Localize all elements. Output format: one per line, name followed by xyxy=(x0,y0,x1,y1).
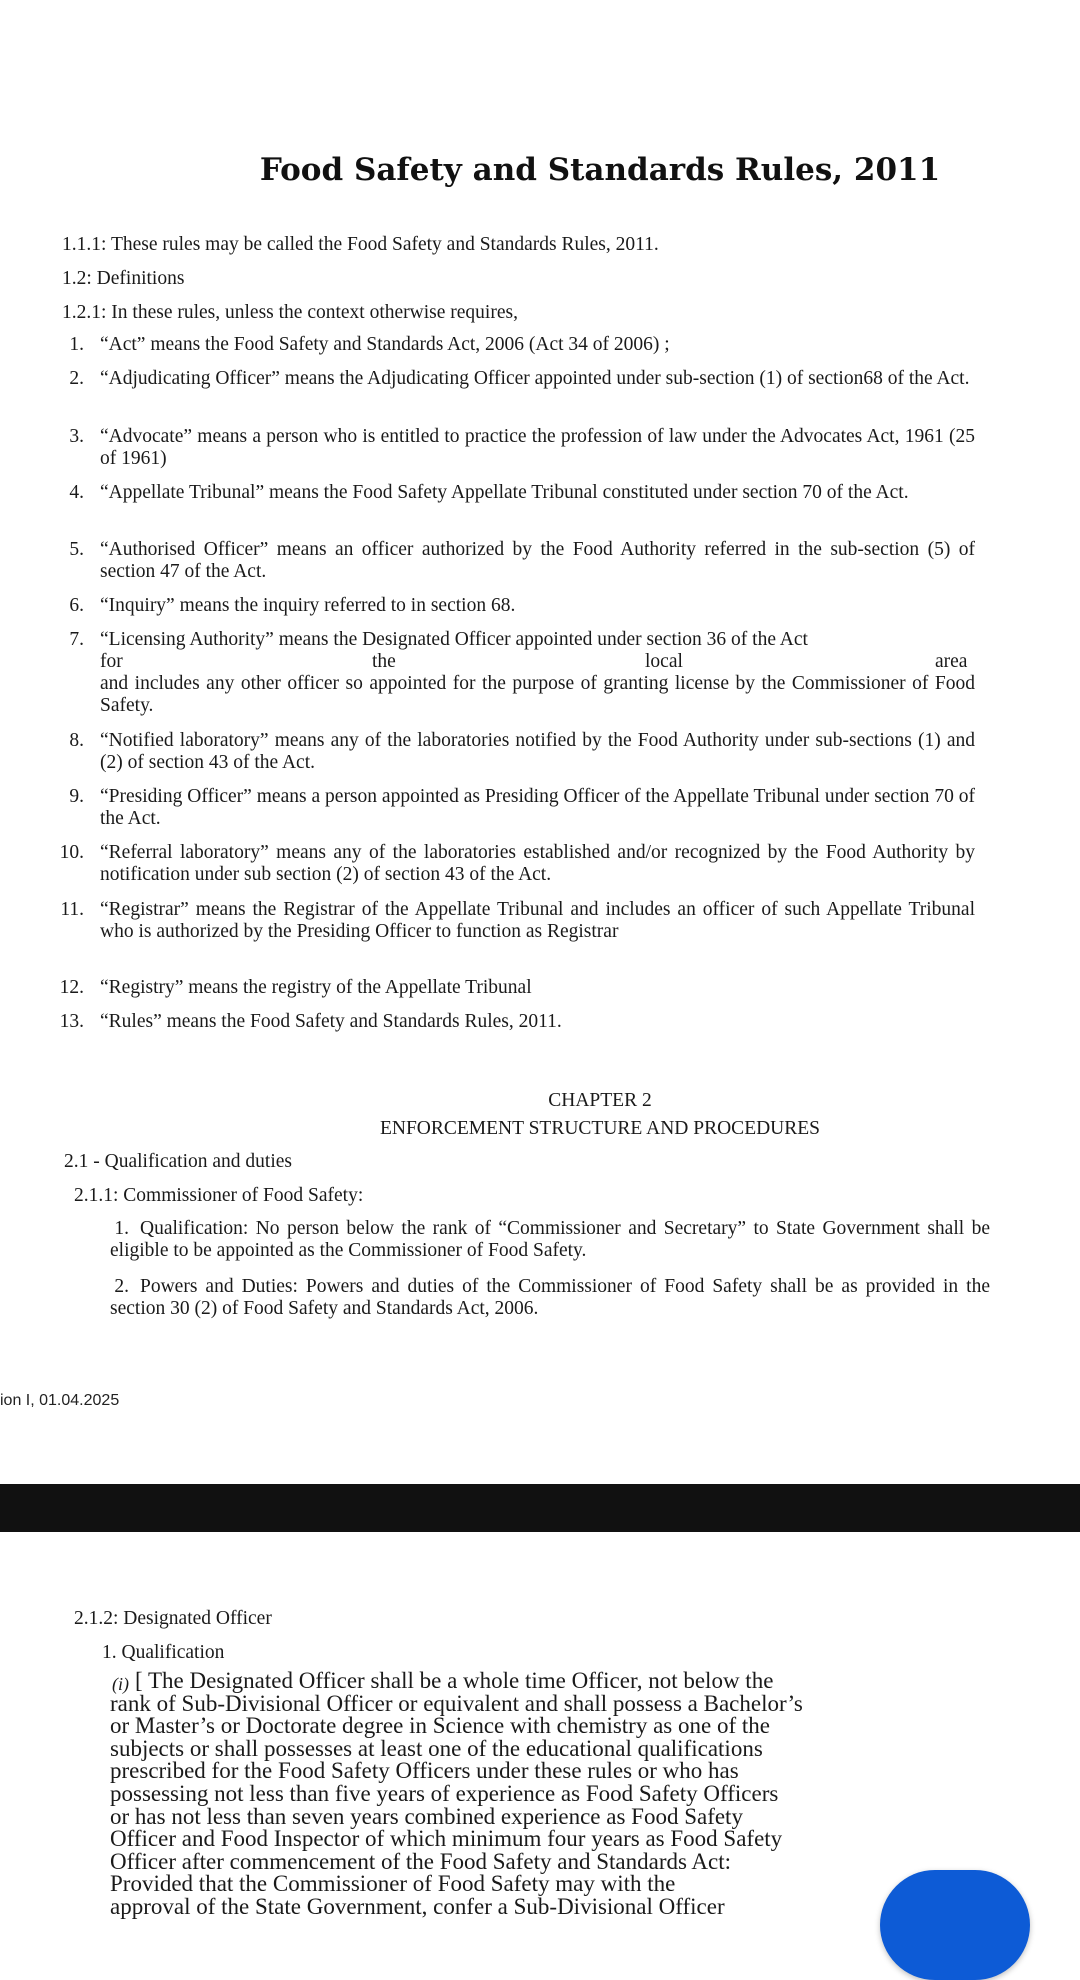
paragraph-line: or has not less than seven years combined experience as Food Safety xyxy=(110,1803,743,1829)
page-footer: ion I, 01.04.2025 xyxy=(0,1392,120,1409)
cfs-powers-duties: Powers and Duties: Powers and duties of the Commissioner of Food Safety shall be as provided in the section 30 (2) of Food Safety and Standards Act, 2006. xyxy=(110,1276,990,1319)
def-number: 3. xyxy=(69,426,84,447)
paragraph-line: Provided that the Commissioner of Food Safety may with the xyxy=(110,1871,676,1897)
paragraph-line: possessing not less than five years of experience as Food Safety Officers xyxy=(110,1781,779,1806)
definition-item: “Act” means the Food Safety and Standards Act, 2006 (Act 34 of 2006) ; xyxy=(100,334,670,355)
definition-item: “Inquiry” means the inquiry referred to in section 68. xyxy=(100,595,516,616)
definition-item: “Notified laboratory” means any of the laboratories notified by the Food Authority under sub-sections (1) and (2) of section 43 of the Act. xyxy=(100,730,975,773)
chapter-title: ENFORCEMENT STRUCTURE AND PROCEDURES xyxy=(379,1118,821,1139)
definition-item-continued: and includes any other officer so appointed for the purpose of granting license by the Commissioner of Food Safety. xyxy=(100,673,975,716)
definition-item: “Advocate” means a person who is entitled to practice the profession of law under the Advocates Act, 1961 (25 of 1961) xyxy=(100,426,975,469)
definition-item: “Registry” means the registry of the Appellate Tribunal xyxy=(100,977,532,998)
def-number: 12. xyxy=(59,977,84,998)
rule-1-2-1: 1.2.1: In these rules, unless the context otherwise requires, xyxy=(62,302,518,323)
clause-marker: (i) xyxy=(112,1674,129,1694)
definition-item: “Appellate Tribunal” means the Food Safety Appellate Tribunal constituted under section 70 of the Act. xyxy=(100,482,909,503)
floating-action-button[interactable] xyxy=(880,1870,1030,1980)
rule-2-1-1-heading: 2.1.1: Commissioner of Food Safety: xyxy=(74,1185,364,1206)
cfs-item-number: 2. xyxy=(114,1276,129,1297)
definition-word: the xyxy=(372,651,396,672)
paragraph-line: approval of the State Government, confer a Sub-Divisional Officer xyxy=(110,1894,725,1919)
page-divider xyxy=(0,1484,1080,1532)
chapter-number: CHAPTER 2 xyxy=(548,1090,652,1111)
cfs-qualification: Qualification: No person below the rank of “Commissioner and Secretary” to State Government shall be eligible to be appointed as the Commissioner of Food Safety. xyxy=(110,1218,990,1261)
document-page-2 xyxy=(0,1532,1080,1921)
def-number: 9. xyxy=(69,786,84,807)
definition-item: “Presiding Officer” means a person appointed as Presiding Officer of the Appellate Tribunal under section 70 of the Act. xyxy=(100,786,975,829)
definition-item: “Licensing Authority” means the Designated Officer appointed under section 36 of the Act xyxy=(100,629,808,650)
definition-item: “Registrar” means the Registrar of the Appellate Tribunal and includes an officer of such Appellate Tribunal who is authorized by the Presiding Officer to function as Registrar xyxy=(100,899,975,942)
definition-item: “Rules” means the Food Safety and Standards Rules, 2011. xyxy=(100,1011,562,1032)
qualification-heading: 1. Qualification xyxy=(102,1642,225,1663)
definition-item: “Authorised Officer” means an officer authorized by the Food Authority referred in the sub-section (5) of section 47 of the Act. xyxy=(100,539,975,582)
def-number: 1. xyxy=(69,334,84,355)
paragraph-line: [ The Designated Officer shall be a whole time Officer, not below the xyxy=(135,1668,774,1693)
paragraph-line: or Master’s or Doctorate degree in Science with chemistry as one of the xyxy=(110,1713,770,1739)
definition-item: “Adjudicating Officer” means the Adjudicating Officer appointed under sub-section (1) of section68 of the Act. xyxy=(100,368,970,389)
def-number: 2. xyxy=(69,368,84,389)
paragraph-line: Officer after commencement of the Food Safety and Standards Act: xyxy=(110,1848,732,1874)
cfs-item-number: 1. xyxy=(114,1218,129,1239)
rule-1-1-1: 1.1.1: These rules may be called the Food Safety and Standards Rules, 2011. xyxy=(62,234,659,255)
def-number: 6. xyxy=(69,595,84,616)
def-number: 4. xyxy=(69,482,84,503)
def-number: 7. xyxy=(69,629,84,650)
rule-1-2-heading: 1.2: Definitions xyxy=(62,268,185,289)
def-number: 5. xyxy=(69,539,84,560)
rule-2-1-2-heading: 2.1.2: Designated Officer xyxy=(74,1608,272,1629)
definition-item: “Referral laboratory” means any of the laboratories established and/or recognized by the Food Authority by notification under sub section (2) of section 43 of the Act. xyxy=(100,842,975,885)
paragraph-line: Officer and Food Inspector of which minimum four years as Food Safety xyxy=(110,1826,783,1852)
definition-word: for xyxy=(100,651,123,672)
definition-word: local xyxy=(645,651,683,672)
paragraph-line: prescribed for the Food Safety Officers under these rules or who has xyxy=(110,1758,739,1784)
def-number: 11. xyxy=(60,899,84,920)
document-title: Food Safety and Standards Rules, 2011 xyxy=(259,152,941,188)
definition-word: area xyxy=(935,651,968,672)
paragraph-line: subjects or shall possesses at least one of the educational qualifications xyxy=(110,1735,763,1761)
def-number: 13. xyxy=(59,1011,84,1032)
def-number: 10. xyxy=(59,842,84,863)
rule-2-1-heading: 2.1 - Qualification and duties xyxy=(64,1151,292,1172)
def-number: 8. xyxy=(69,730,84,751)
paragraph-line: rank of Sub-Divisional Officer or equivalent and shall possess a Bachelor’s xyxy=(110,1690,803,1716)
